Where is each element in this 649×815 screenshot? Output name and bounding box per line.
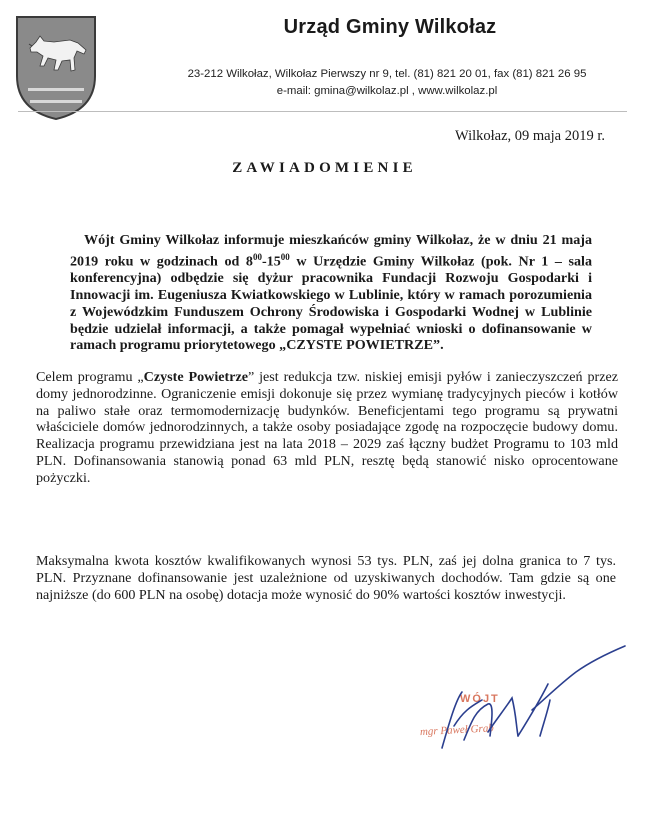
para2-prefix: Celem programu „ (36, 369, 144, 385)
coat-of-arms-logo (14, 14, 98, 122)
lead-paragraph (70, 232, 592, 354)
time-dash: -15 (261, 253, 281, 270)
address-line: 23-212 Wilkołaz, Wilkołaz Pierwszy nr 9, tel. (81) 821 20 01, fax (81) 821 26 95 (187, 68, 587, 80)
document-date: Wilkołaz, 09 maja 2019 r. (454, 128, 605, 144)
org-address (150, 66, 624, 100)
program-description-paragraph (36, 369, 618, 487)
stamp-title: WÓJT (460, 693, 500, 705)
program-name: Czyste Powietrze (143, 369, 248, 385)
org-name: Urząd Gminy Wilkołaz (283, 16, 497, 38)
para2-rest: ” jest redukcja tzw. niskiej emisji pyłów i zanieczyszczeń przez domy jednorodzinne. Ograniczenie emisji dokonuje się przez wymianę tradycyjnych pieców i kotłów na paliwo stałe oraz termomodernizację budynków. Beneficjentami tego programu są prywatni właściciele domów jednorodzinnych, a także osoby posiadające zgodę na rozpoczęcie budowy domu. Realizacja programu przewidziana jest na lata 2018 – 2029 zaś łączny budżet Programu to 103 mld PLN. Dofinansowania stanowią ponad 63 mld PLN, resztę będą stanowić nisko oprocentowane pożyczki. (36, 369, 618, 486)
signature-block (420, 640, 640, 750)
time-to-superscript: 00 (280, 251, 290, 262)
contact-line: e-mail: gmina@wilkolaz.pl , www.wilkolaz.pl (276, 85, 498, 97)
document-title: ZAWIADOMIENIE (232, 160, 417, 176)
wolf-coat-of-arms-icon (14, 14, 98, 122)
time-from-superscript: 00 (252, 251, 262, 262)
lead-text-2: w Urzędzie Gminy Wilkołaz (pok. Nr 1 – sala konferencyjna) odbędzie się dyżur pracownika Fundacji Rozwoju Gospodarki i Innowacji im. Eugeniusza Kwiatkowskiego w Lublinie, który w ramach porozumienia z Wojewódzkim Funduszem Ochrony Środowiska i Gospodarki Wodnej w Lublinie będzie udzielał informacji, a także pomagał wypełniać wnioski o dofinansowanie w ramach programu priorytetowego „CZYSTE POWIETRZE”. (70, 253, 592, 354)
costs-paragraph: Maksymalna kwota kosztów kwalifikowanych wynosi 53 tys. PLN, zaś jej dolna granica to 7 tys. PLN. Przyznane dofinansowanie jest uzależnione od uzyskiwanych dochodów. Tam gdzie są one najniższe (do 600 PLN na osobę) dotacja może wynosić do 90% wartości kosztów inwestycji. (36, 553, 616, 603)
lead-text-1: Wójt Gminy Wilkołaz informuje mieszkańców gminy Wilkołaz, że w dniu 21 maja 2019 roku w godzinach od 8 (70, 232, 592, 270)
signature-graphic (420, 640, 640, 750)
stamp-name: mgr Paweł Grab (420, 722, 495, 739)
header-divider (18, 111, 627, 112)
